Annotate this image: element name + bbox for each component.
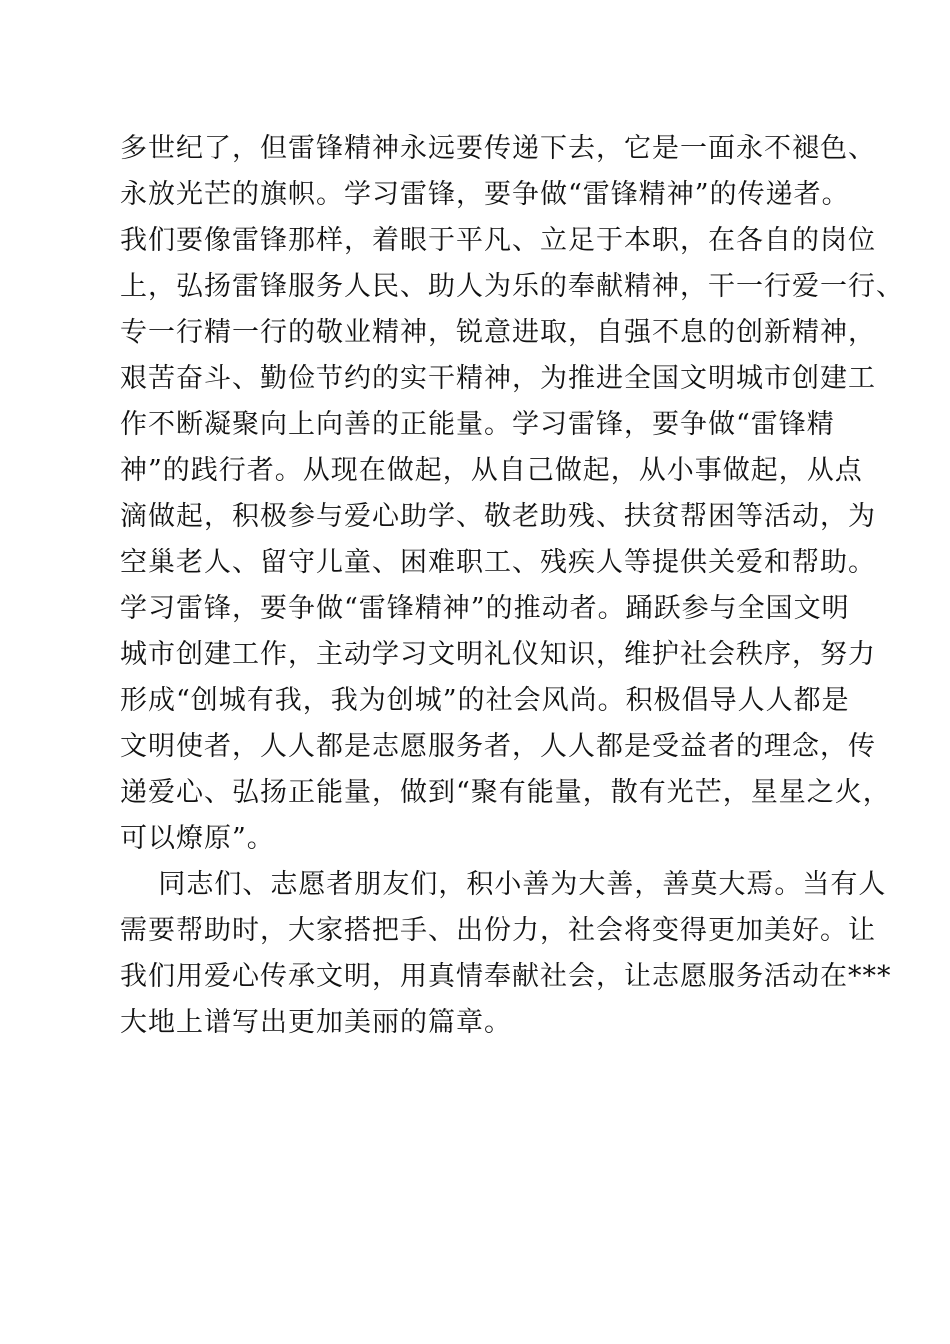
text-line: 需要帮助时，大家搭把手、出份力，社会将变得更加美好。让 — [120, 915, 876, 946]
text-line: 我们用爱心传承文明，用真情奉献社会，让志愿服务活动在*** — [120, 961, 892, 992]
text-line: 同志们、志愿者朋友们，积小善为大善，善莫大焉。当有人 — [120, 869, 887, 900]
text-line: 多世纪了，但雷锋精神永远要传递下去，它是一面永不褪色、 — [120, 133, 876, 164]
text-line: 学习雷锋，要争做“雷锋精神”的推动者。踊跃参与全国文明 — [120, 593, 850, 624]
text-line: 艰苦奋斗、勤俭节约的实干精神，为推进全国文明城市创建工 — [120, 363, 876, 394]
text-line: 神”的践行者。从现在做起，从自己做起，从小事做起，从点 — [120, 455, 863, 486]
text-line: 递爱心、弘扬正能量，做到“聚有能量，散有光芒，星星之火， — [120, 777, 891, 808]
text-line: 城市创建工作，主动学习文明礼仪知识，维护社会秩序，努力 — [120, 639, 876, 670]
text-line: 作不断凝聚向上向善的正能量。学习雷锋，要争做“雷锋精 — [120, 409, 835, 440]
text-line: 形成“创城有我，我为创城”的社会风尚。积极倡导人人都是 — [120, 685, 850, 716]
text-line: 可以燎原”。 — [120, 823, 275, 854]
text-line: 文明使者，人人都是志愿服务者，人人都是受益者的理念，传 — [120, 731, 876, 762]
text-line: 滴做起，积极参与爱心助学、敬老助残、扶贫帮困等活动，为 — [120, 501, 876, 532]
text-line: 上，弘扬雷锋服务人民、助人为乐的奉献精神，干一行爱一行、 — [120, 271, 904, 302]
text-line: 我们要像雷锋那样，着眼于平凡、立足于本职，在各自的岗位 — [120, 225, 876, 256]
text-line: 专一行精一行的敬业精神，锐意进取，自强不息的创新精神， — [120, 317, 876, 348]
text-line: 永放光芒的旗帜。学习雷锋，要争做“雷锋精神”的传递者。 — [120, 179, 850, 210]
text-line: 大地上谱写出更加美丽的篇章。 — [120, 1007, 512, 1038]
text-line: 空巢老人、留守儿童、困难职工、残疾人等提供关爱和帮助。 — [120, 547, 876, 578]
